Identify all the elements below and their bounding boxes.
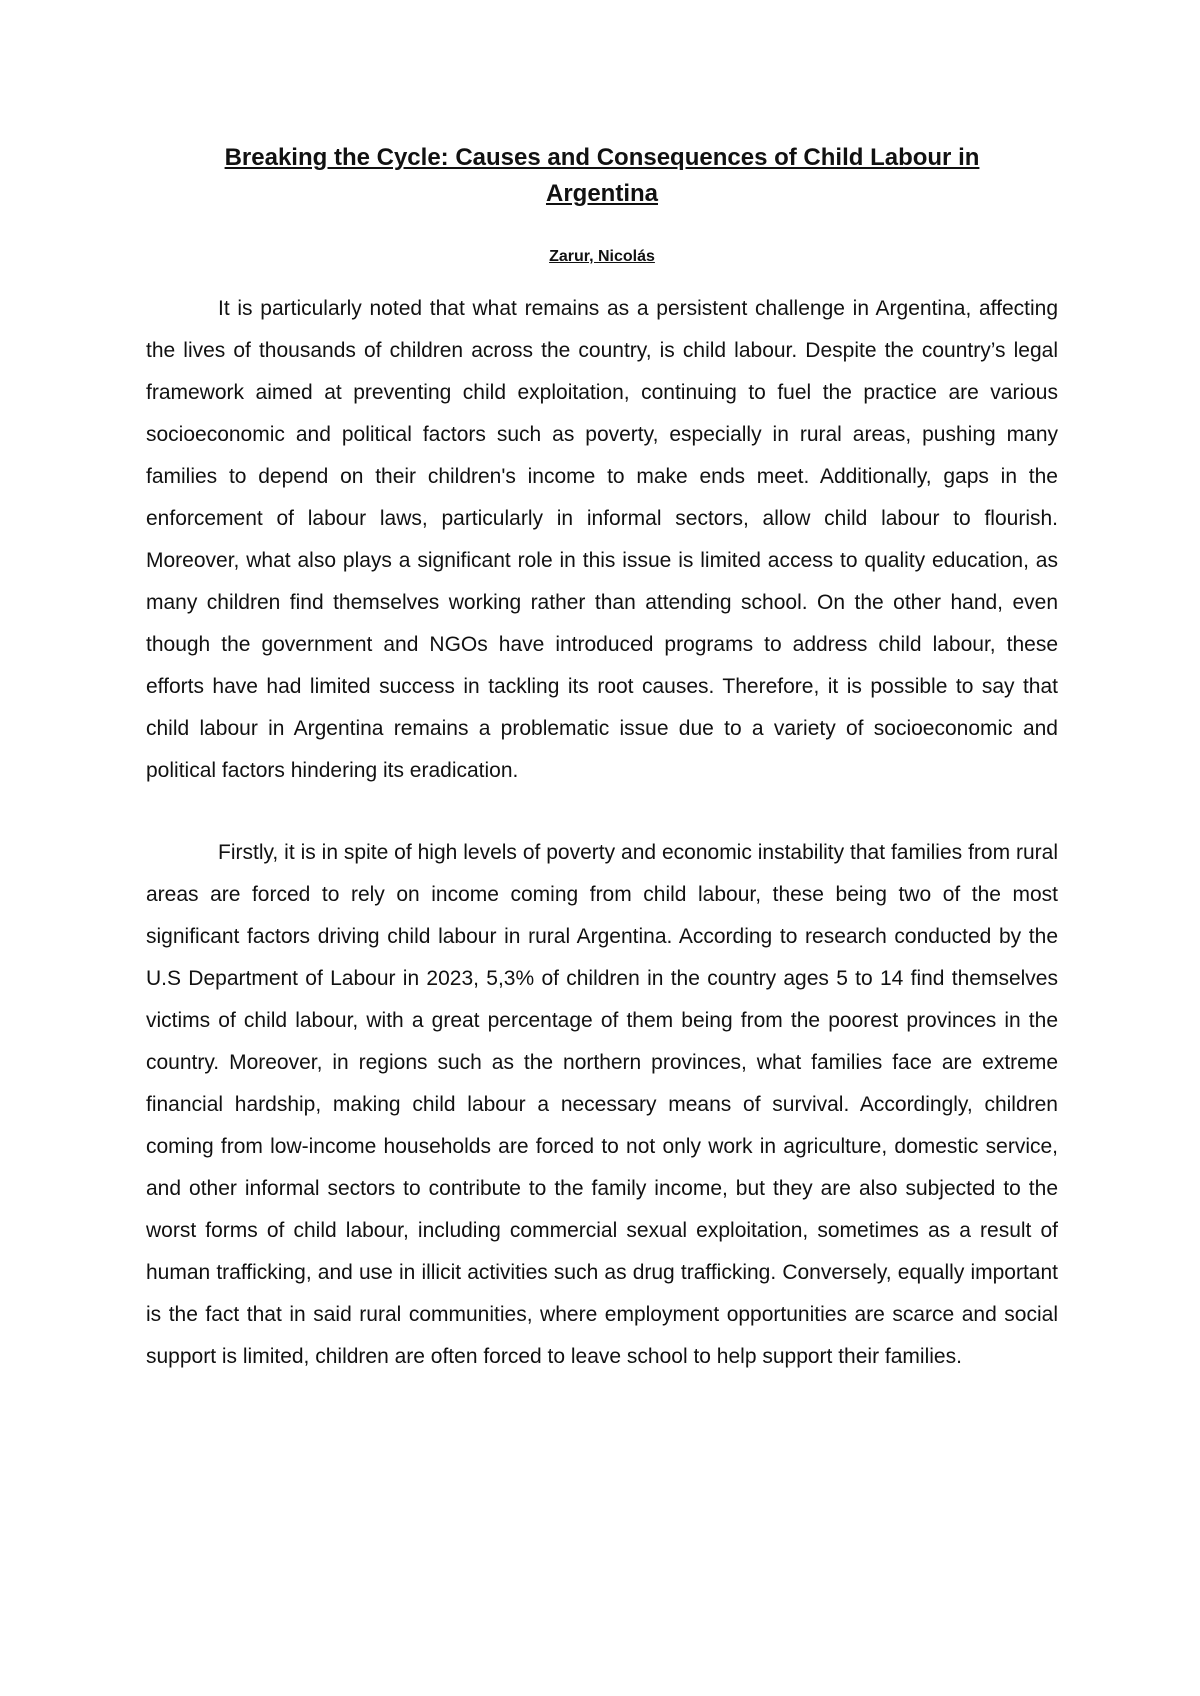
document-title: Breaking the Cycle: Causes and Consequences of Child Labour in Argentina (224, 144, 980, 207)
document-page (146, 140, 1058, 1378)
paragraph-2: Firstly, it is in spite of high levels of poverty and economic instability that families from rural areas are forced to rely on income coming from child labour, these being two of the most significant factors driving child labour in rural Argentina. According to research conducted by the U.S Department of Labour in 2023, 5,3% of children in the country ages 5 to 14 find themselves victims of child labour, with a great percentage of them being from the poorest provinces in the country. Moreover, in regions such as the northern provinces, what families face are extreme financial hardship, making child labour a necessary means of survival. Accordingly, children coming from low-income households are forced to not only work in agriculture, domestic service, and other informal sectors to contribute to the family income, but they are also subjected to the worst forms of child labour, including commercial sexual exploitation, sometimes as a result of human trafficking, and use in illicit activities such as drug trafficking. Conversely, equally important is the fact that in said rural communities, where employment opportunities are scarce and social support is limited, children are often forced to leave school to help support their families. (146, 841, 1058, 1368)
paragraph-1: It is particularly noted that what remains as a persistent challenge in Argentina, affecting the lives of thousands of children across the country, is child labour. Despite the country’s legal framework aimed at preventing child exploitation, continuing to fuel the practice are various socioeconomic and political factors such as poverty, especially in rural areas, pushing many families to depend on their children's income to make ends meet. Additionally, gaps in the enforcement of labour laws, particularly in informal sectors, allow child labour to flourish. Moreover, what also plays a significant role in this issue is limited access to quality education, as many children find themselves working rather than attending school. On the other hand, even though the government and NGOs have introduced programs to address child labour, these efforts have had limited success in tackling its root causes. Therefore, it is possible to say that child labour in Argentina remains a problematic issue due to a variety of socioeconomic and political factors hindering its eradication. (146, 297, 1058, 782)
author-name: Zarur, Nicolás (549, 248, 655, 265)
